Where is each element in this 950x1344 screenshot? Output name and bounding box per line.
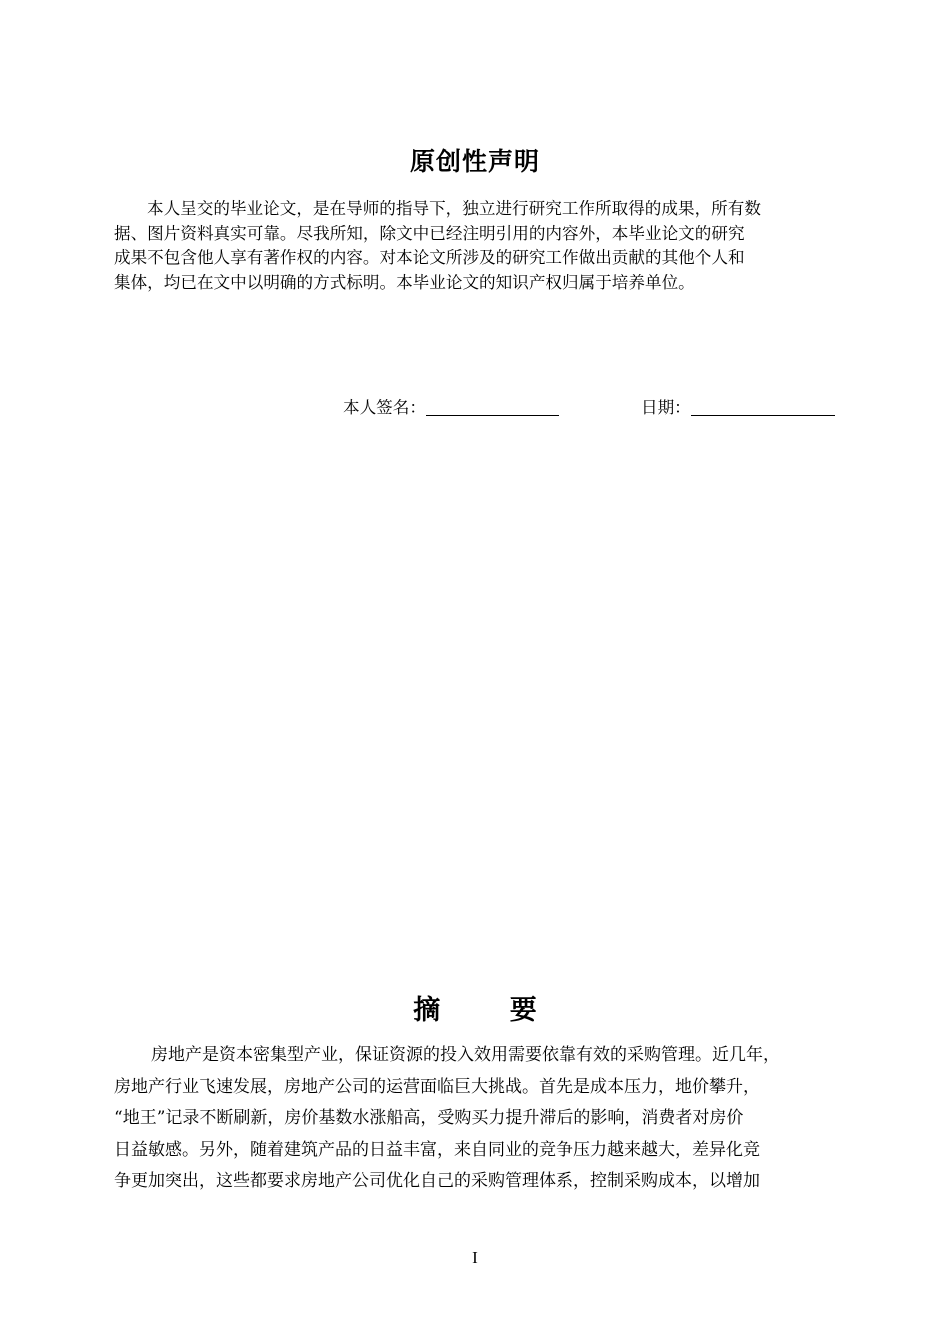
date-field	[641, 396, 835, 420]
declaration-line: 据、图片资料真实可靠。尽我所知，除文中已经注明引用的内容外，本毕业论文的研究	[114, 223, 745, 243]
abstract-line: 日益敏感。另外，随着建筑产品的日益丰富，来自同业的竞争压力越来越大，差异化竞	[114, 1139, 760, 1160]
declaration-line: 本人呈交的毕业论文，是在导师的指导下，独立进行研究工作所取得的成果，所有数	[147, 199, 761, 218]
abstract-line: 房地产是资本密集型产业，保证资源的投入效用需要依靠有效的采购管理。近几年，	[151, 1045, 780, 1065]
declaration-title: 原创性声明	[409, 147, 540, 176]
date-blank-line	[691, 397, 835, 416]
abstract-paragraph	[114, 1040, 864, 1198]
abstract-title: 摘 要	[413, 995, 567, 1026]
page-number: I	[472, 1248, 478, 1267]
signature-label: 本人签名：	[343, 398, 426, 417]
declaration-line: 成果不包含他人享有著作权的内容。对本论文所涉及的研究工作做出贡献的其他个人和	[114, 248, 745, 267]
declaration-paragraph	[114, 197, 858, 295]
signature-blank-line	[426, 397, 559, 416]
declaration-line: 集体，均已在文中以明确的方式标明。本毕业论文的知识产权归属于培养单位。	[114, 272, 695, 292]
date-label: 日期：	[641, 398, 691, 417]
abstract-line: 争更加突出，这些都要求房地产公司优化自己的采购管理体系，控制采购成本，以增加	[114, 1171, 760, 1191]
abstract-line: “地王”记录不断刷新，房价基数水涨船高，受购买力提升滞后的影响，消费者对房价	[114, 1108, 744, 1128]
abstract-line: 房地产行业飞速发展，房地产公司的运营面临巨大挑战。首先是成本压力，地价攀升，	[114, 1076, 760, 1097]
signature-field	[343, 396, 559, 420]
